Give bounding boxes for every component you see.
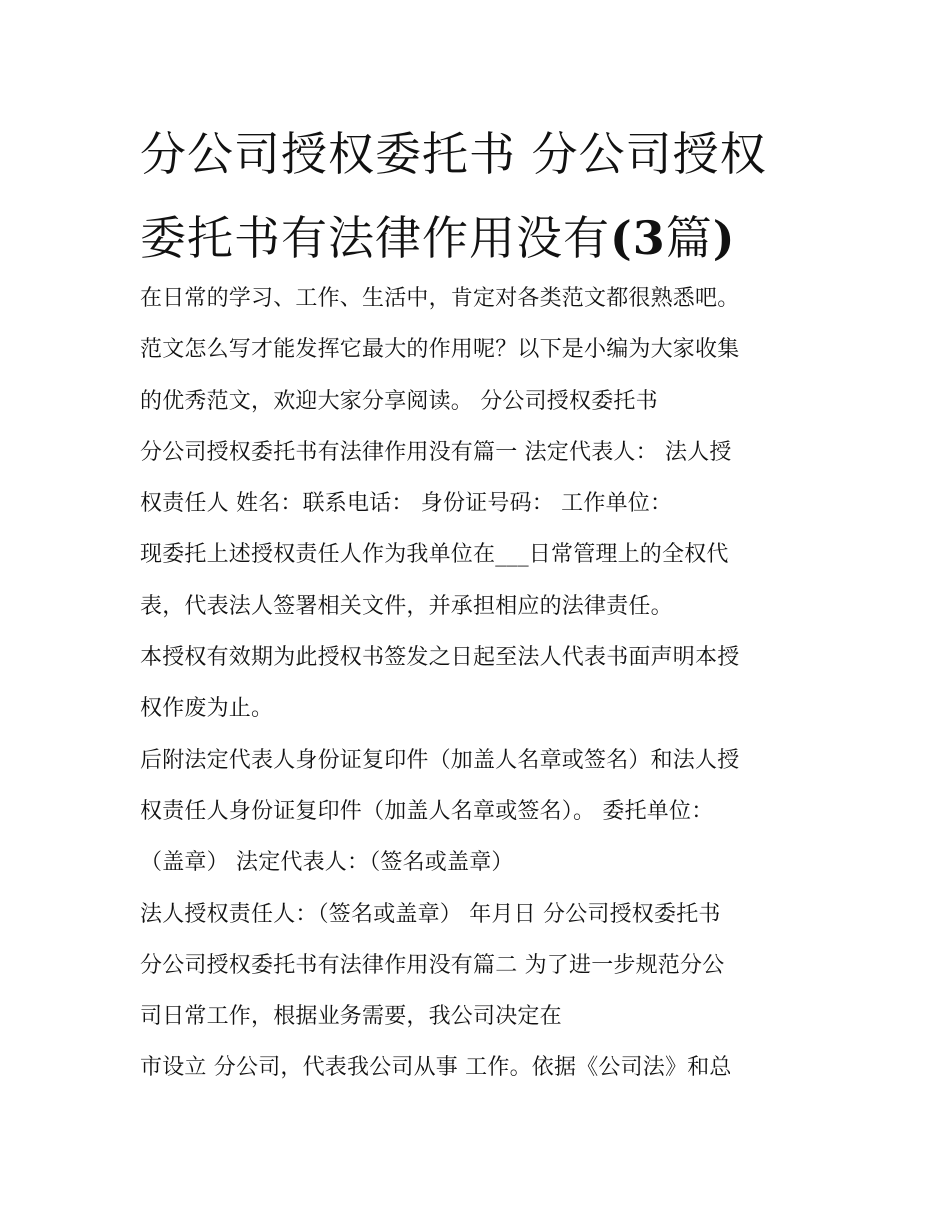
title-count-close: ) (712, 211, 736, 265)
body-line: 的优秀范文，欢迎大家分享阅读。 分公司授权委托书 (140, 388, 658, 414)
body-line: 权责任人 姓名：联系电话： 身份证号码： 工作单位： (140, 491, 673, 517)
body-line: 司日常工作，根据业务需要，我公司决定在 (140, 1004, 562, 1030)
title-line-2 (140, 196, 830, 280)
document-body (140, 273, 830, 1094)
body-line: 现委托上述授权责任人作为我单位在___日常管理上的全权代 (140, 542, 729, 568)
body-line: 权责任人身份证复印件（加盖人名章或签名）。 委托单位： (140, 798, 714, 824)
title-line-1: 分公司授权委托书 分公司授权 (140, 127, 767, 181)
body-line: 分公司授权委托书有法律作用没有篇一 法定代表人： 法人授 (140, 439, 732, 465)
body-line: 本授权有效期为此授权书签发之日起至法人代表书面声明本授 (140, 645, 740, 671)
title-count-unit: 篇 (665, 211, 713, 265)
body-line: 在日常的学习、工作、生活中，肯定对各类范文都很熟悉吧。 (140, 286, 740, 311)
body-line: 表，代表法人签署相关文件，并承担相应的法律责任。 (140, 593, 673, 619)
body-line: 市设立 分公司，代表我公司从事 工作。依据《公司法》和总 (140, 1055, 732, 1081)
document-title (140, 112, 830, 280)
title-count-open: (3 (610, 211, 666, 265)
body-line: 后附法定代表人身份证复印件（加盖人名章或签名）和法人授 (140, 747, 740, 773)
body-line: 法人授权责任人：（签名或盖章） 年月日 分公司授权委托书 (140, 901, 721, 927)
body-line: 权作废为止。 (140, 696, 274, 722)
title-line-2-main: 委托书有法律作用没有 (140, 211, 610, 265)
body-line: 范文怎么写才能发挥它最大的作用呢？以下是小编为大家收集 (140, 337, 740, 363)
body-line: （盖章） 法定代表人：（签名或盖章） (140, 850, 514, 876)
body-line: 分公司授权委托书有法律作用没有篇二 为了进一步规范分公 (140, 952, 725, 978)
